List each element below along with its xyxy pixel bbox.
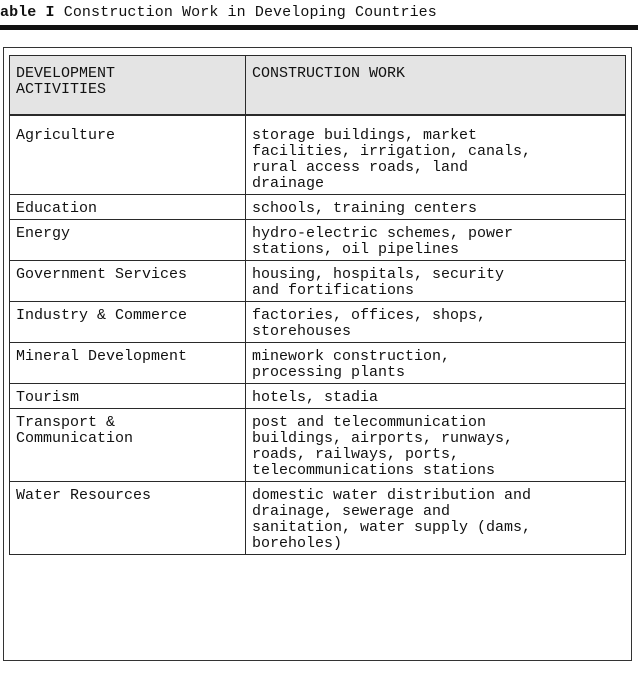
table-caption-text: Construction Work in Developing Countries (63, 4, 437, 21)
construction-work-cell: minework construction, processing plants (246, 343, 626, 384)
construction-work-cell: domestic water distribution and drainage, sewerage and sanitation, water supply (dams, boreholes) (246, 482, 626, 555)
activity-cell: Mineral Development (10, 343, 246, 384)
table-row (10, 220, 626, 261)
activity-cell: Education (10, 195, 246, 220)
construction-work-cell: hotels, stadia (246, 384, 626, 409)
table-row (10, 115, 626, 195)
construction-work-cell: storage buildings, market facilities, irrigation, canals, rural access roads, land drainage (246, 115, 626, 195)
table-row (10, 195, 626, 220)
table-caption (0, 4, 437, 22)
table-row (10, 261, 626, 302)
construction-work-cell: factories, offices, shops, storehouses (246, 302, 626, 343)
table-row (10, 384, 626, 409)
construction-work-cell: housing, hospitals, security and fortifications (246, 261, 626, 302)
column-header-construction-work: CONSTRUCTION WORK (246, 56, 626, 116)
construction-work-cell: hydro-electric schemes, power stations, oil pipelines (246, 220, 626, 261)
table-caption-label: able I (0, 4, 55, 21)
activity-cell: Water Resources (10, 482, 246, 555)
table-row (10, 302, 626, 343)
construction-work-table (9, 55, 626, 555)
table-row (10, 482, 626, 555)
activity-cell: Transport & Communication (10, 409, 246, 482)
activity-cell: Government Services (10, 261, 246, 302)
construction-work-cell: schools, training centers (246, 195, 626, 220)
table-row (10, 343, 626, 384)
activity-cell: Tourism (10, 384, 246, 409)
activity-cell: Agriculture (10, 115, 246, 195)
column-header-development-activities: DEVELOPMENT ACTIVITIES (10, 56, 246, 116)
header-row (10, 56, 626, 116)
table-row (10, 409, 626, 482)
activity-cell: Industry & Commerce (10, 302, 246, 343)
activity-cell: Energy (10, 220, 246, 261)
caption-rule (0, 25, 638, 30)
construction-work-cell: post and telecommunication buildings, airports, runways, roads, railways, ports, telecommunications stations (246, 409, 626, 482)
